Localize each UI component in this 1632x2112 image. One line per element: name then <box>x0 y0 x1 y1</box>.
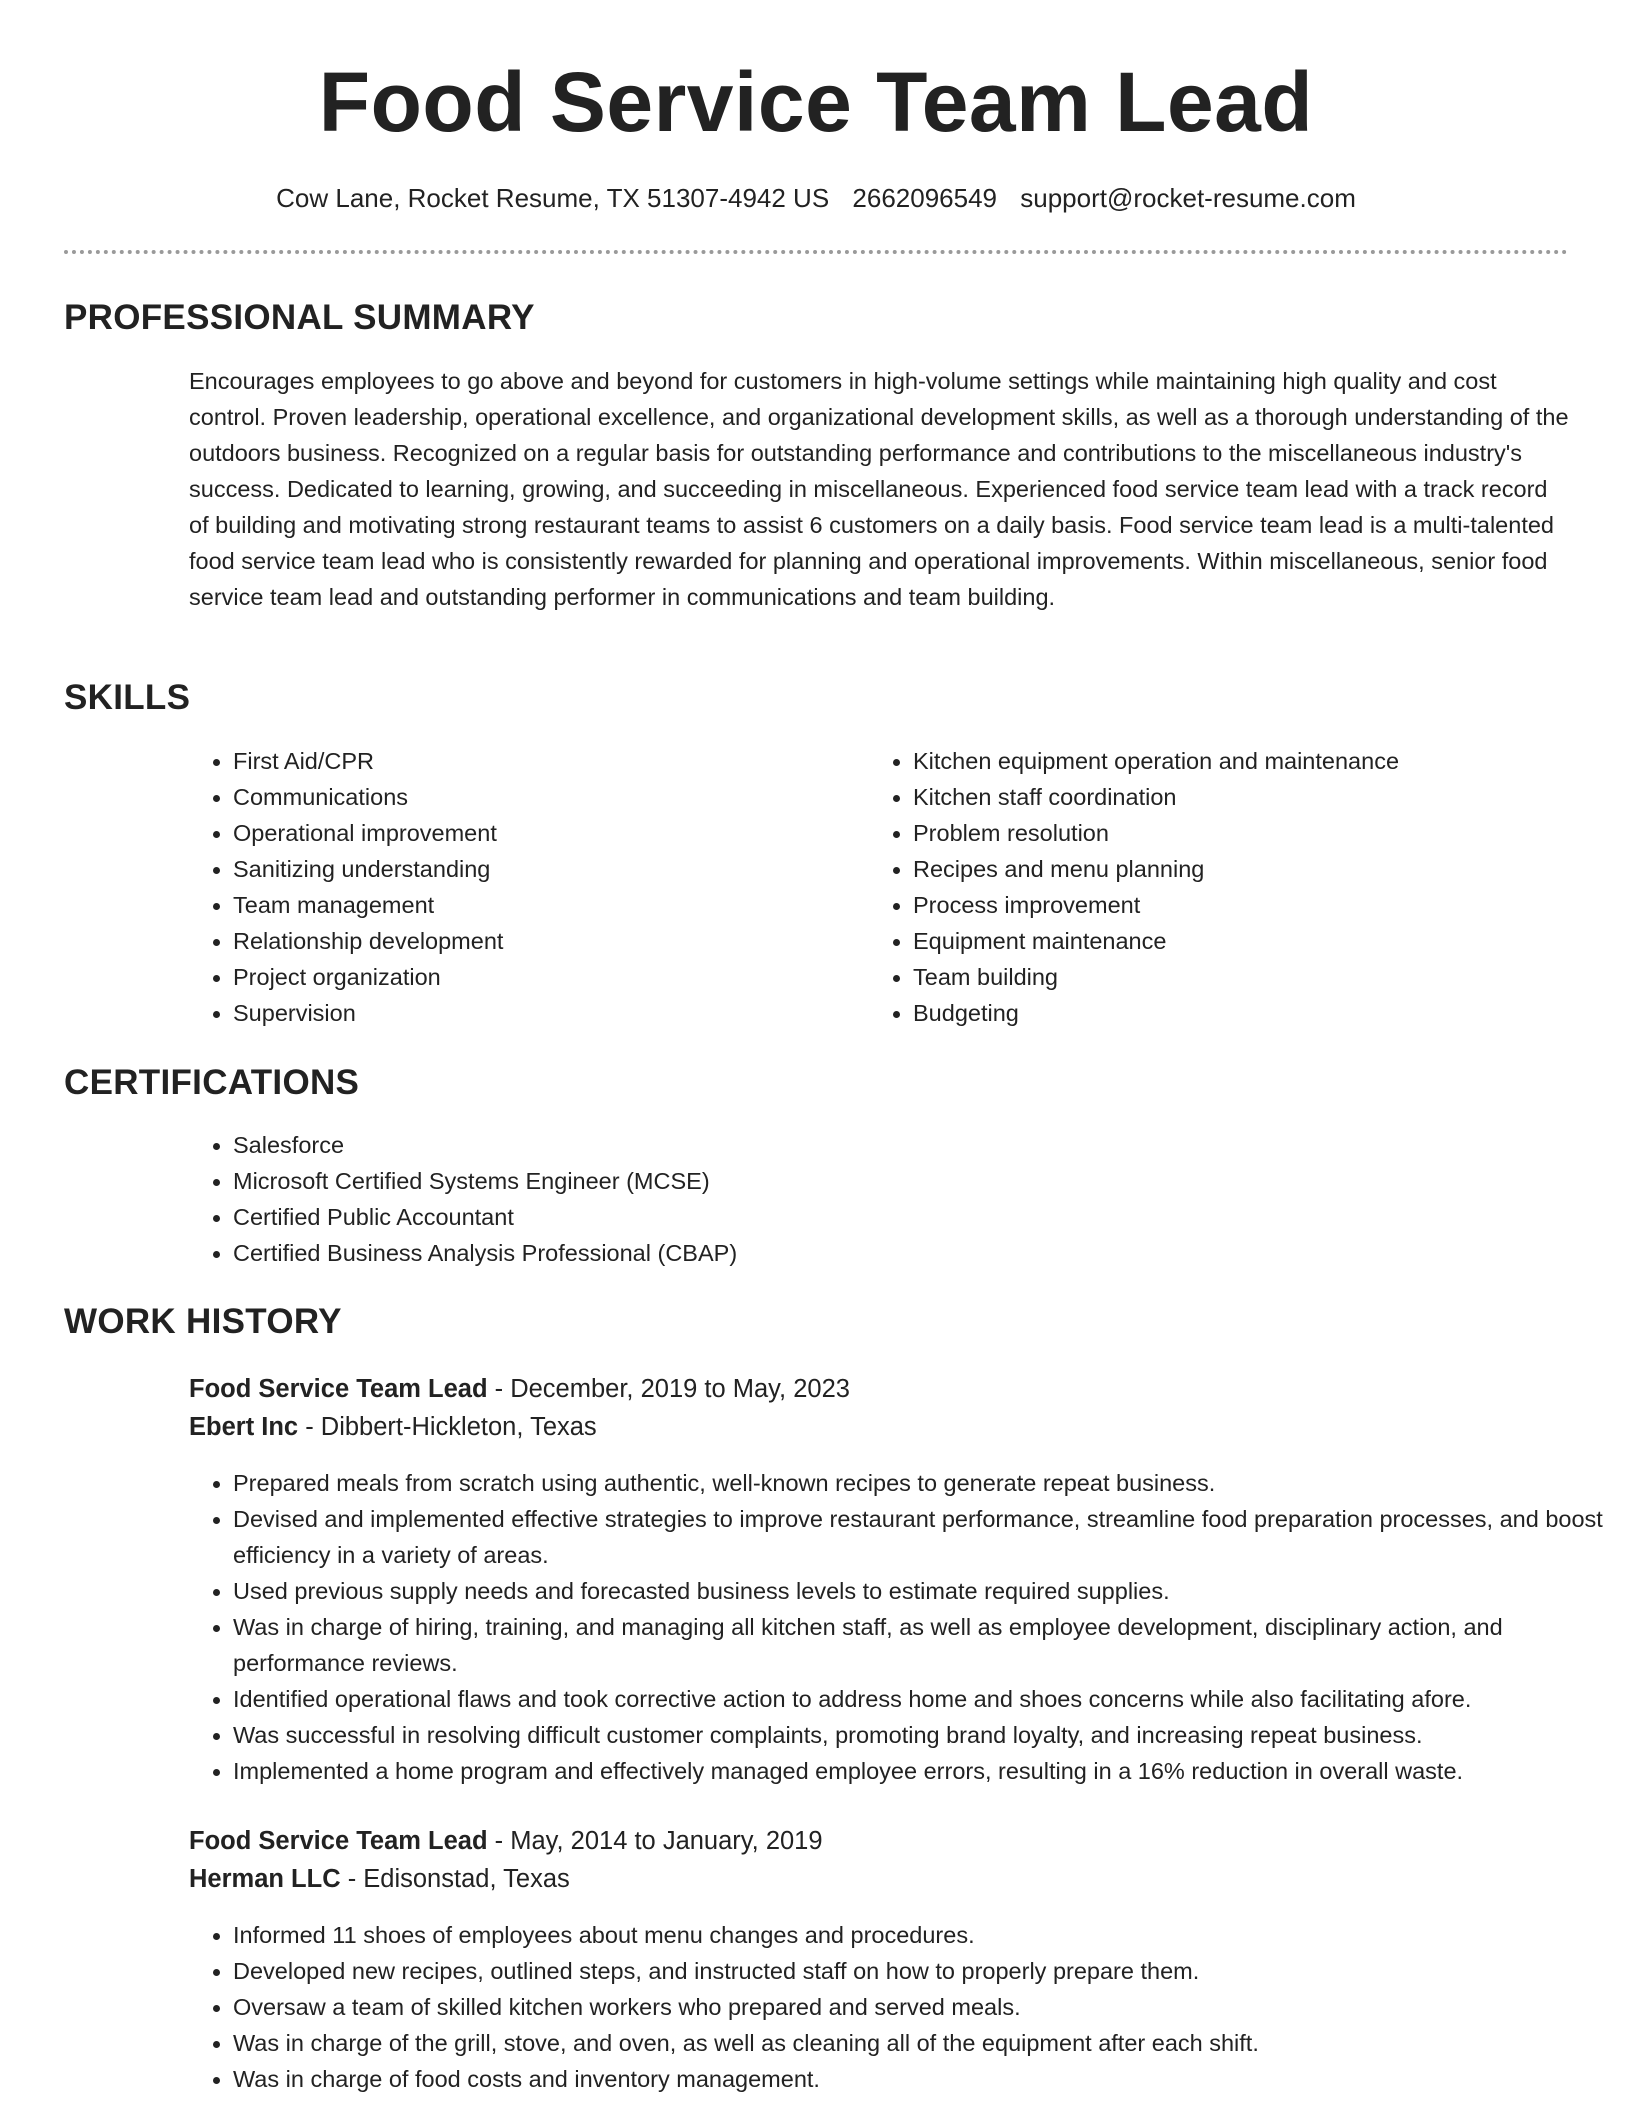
job-bullet: • Devised and implemented effective strategies to improve restaurant performance, streamline food preparation processes, and boost efficiency in a variety of areas. <box>233 1501 1613 1573</box>
skill-item: • Supervision <box>233 995 853 1031</box>
certification-item: • Certified Business Analysis Professional (CBAP) <box>233 1235 1613 1271</box>
work-history-section-title: WORK HISTORY <box>64 1302 342 1341</box>
job-bullet: • Was in charge of hiring, training, and managing all kitchen staff, as well as employee development, disciplinary action, and performance reviews. <box>233 1609 1613 1681</box>
resume-name-heading: Food Service Team Lead <box>318 55 1314 149</box>
job-bullet: • Informed 11 shoes of employees about menu changes and procedures. <box>233 1917 1613 1953</box>
job-role: Food Service Team Lead <box>189 1827 488 1855</box>
skill-item: • Kitchen staff coordination <box>913 779 1613 815</box>
skill-item: • Project organization <box>233 959 853 995</box>
job-title-line <box>189 1822 1569 1860</box>
skill-item: • Team building <box>913 959 1613 995</box>
job-company-line <box>189 1860 1569 1898</box>
summary-text: Encourages employees to go above and beyond for customers in high-volume settings while maintaining high quality and cost control. Proven leadership, operational excellence, and organizational development skills, as well as a thorough understanding of the outdoors business. Recognized on a regular basis for outstanding performance and contributions to the miscellaneous industry's success. Dedicated to learning, growing, and succeeding in miscellaneous. Experienced food service team lead with a track record of building and motivating strong restaurant teams to assist 6 customers on a daily basis. Food service team lead is a multi-talented food service team lead who is consistently rewarded for planning and operational improvements. Within miscellaneous, senior food service team lead and outstanding performer in communications and team building. <box>189 368 1569 610</box>
certification-item: • Salesforce <box>233 1127 1613 1163</box>
header-divider <box>64 250 1568 254</box>
skill-item: • Sanitizing understanding <box>233 851 853 887</box>
job-bullet: • Oversaw a team of skilled kitchen workers who prepared and served meals. <box>233 1989 1613 2025</box>
job-bullet: • Implemented a home program and effectively managed employee errors, resulting in a 16% reduction in overall waste. <box>233 1753 1613 1789</box>
job-dates: - May, 2014 to January, 2019 <box>487 1827 823 1855</box>
contact-line <box>0 180 1632 216</box>
job-bullet: • Identified operational flaws and took corrective action to address home and shoes concerns while also facilitating afore. <box>233 1681 1613 1717</box>
skill-item: • Team management <box>233 887 853 923</box>
certification-item: • Microsoft Certified Systems Engineer (MCSE) <box>233 1163 1613 1199</box>
certifications-list <box>189 1127 1613 1271</box>
job-bullet: • Was successful in resolving difficult customer complaints, promoting brand loyalty, and increasing repeat business. <box>233 1717 1613 1753</box>
job-bullet: • Prepared meals from scratch using authentic, well-known recipes to generate repeat business. <box>233 1465 1613 1501</box>
job-company: Herman LLC <box>189 1865 341 1893</box>
contact-phone: 2662096549 <box>852 183 998 213</box>
job-location: - Dibbert-Hickleton, Texas <box>298 1413 597 1441</box>
job-bullet: • Was in charge of food costs and inventory management. <box>233 2061 1613 2097</box>
skill-item: • Operational improvement <box>233 815 853 851</box>
skill-item: • Budgeting <box>913 995 1613 1031</box>
skill-item: • First Aid/CPR <box>233 743 853 779</box>
job-bullet: • Was in charge of the grill, stove, and oven, as well as cleaning all of the equipment after each shift. <box>233 2025 1613 2061</box>
job-location: - Edisonstad, Texas <box>340 1865 570 1893</box>
job-bullets <box>189 1917 1613 2097</box>
skill-item: • Relationship development <box>233 923 853 959</box>
contact-address: Cow Lane, Rocket Resume, TX 51307-4942 US <box>276 183 830 213</box>
skill-item: • Problem resolution <box>913 815 1613 851</box>
skill-item: • Recipes and menu planning <box>913 851 1613 887</box>
skill-item: • Process improvement <box>913 887 1613 923</box>
job-bullets <box>189 1465 1613 1789</box>
job-company: Ebert Inc <box>189 1413 299 1441</box>
skill-item: • Kitchen equipment operation and maintenance <box>913 743 1613 779</box>
certifications-section-title: CERTIFICATIONS <box>64 1063 360 1102</box>
skills-list-right <box>869 743 1613 1031</box>
contact-email: support@rocket-resume.com <box>1020 183 1356 213</box>
skill-item: • Equipment maintenance <box>913 923 1613 959</box>
job-role: Food Service Team Lead <box>189 1375 488 1403</box>
summary-section-title: PROFESSIONAL SUMMARY <box>64 298 535 337</box>
job-bullet: • Developed new recipes, outlined steps, and instructed staff on how to properly prepare them. <box>233 1953 1613 1989</box>
skill-item: • Communications <box>233 779 853 815</box>
job-title-line <box>189 1370 1569 1408</box>
skills-section-title: SKILLS <box>64 678 191 717</box>
skills-list-left <box>189 743 853 1031</box>
certification-item: • Certified Public Accountant <box>233 1199 1613 1235</box>
job-bullet: • Used previous supply needs and forecasted business levels to estimate required supplies. <box>233 1573 1613 1609</box>
job-dates: - December, 2019 to May, 2023 <box>487 1375 850 1403</box>
job-company-line <box>189 1408 1569 1446</box>
